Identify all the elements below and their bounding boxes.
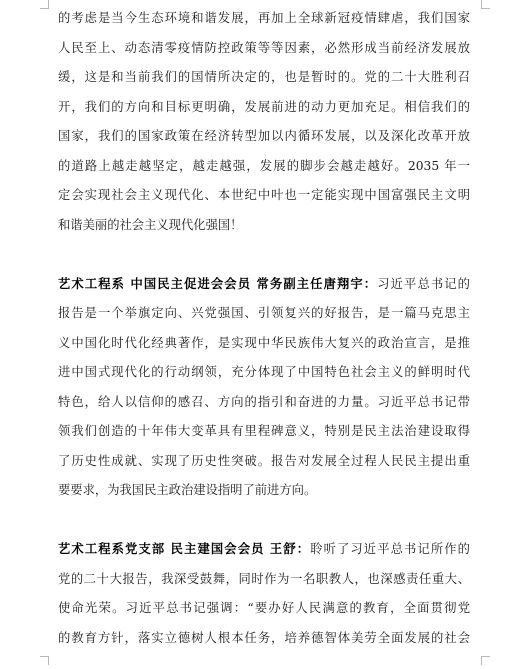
- crop-mark-top-left: [40, 0, 49, 9]
- paragraph-line: 使命光荣。习近平总书记强调：“要办好人民满意的教育，全面贯彻党: [58, 601, 470, 615]
- paragraph-line: 的教育方针，落实立德树人根本任务，培养德智体美劳全面发展的社会: [58, 630, 470, 645]
- paragraph-line: 的道路上越走越坚定，越走越强，发展的脚步会越走越好。2035 年一: [58, 158, 470, 173]
- paragraph-text: 聆听了习近平总书记所作的: [310, 542, 470, 556]
- paragraph-line: 领我们创造的十年伟大变革具有里程碑意义，特别是民主法治建设取得: [58, 424, 470, 438]
- paragraph-line: 了历史性成就、实现了历史性突破。报告对发展全过程人民民主提出重: [58, 453, 470, 468]
- paragraph-text: 习近平总书记的: [377, 276, 470, 291]
- paragraph-line: 定会实现社会主义现代化、本世纪中叶也一定能实现中国富强民主文明: [58, 188, 470, 202]
- crop-mark-bottom-left: [40, 656, 49, 665]
- paragraph-line: 义中国化时代化经典著作，是实现中华民族伟大复兴的政治宣言，是推: [58, 335, 470, 350]
- paragraph-line: 党的二十大报告，我深受鼓舞，同时作为一名职教人，也深感责任重大、: [58, 571, 470, 586]
- paragraph-line: 缓，这是和当前我们的国情所决定的，也是暂时的。党的二十大胜利召: [58, 70, 470, 84]
- paragraph-line: 进中国式现代化的行动纲领，充分体现了中国特色社会主义的鲜明时代: [58, 365, 470, 379]
- paragraph-spacer: [58, 506, 470, 536]
- paragraph-line: 和谐美丽的社会主义现代化强国！: [58, 217, 243, 232]
- paragraph-1: [58, 4, 470, 240]
- paragraph-spacer: [58, 240, 470, 270]
- paragraph-line: 要要求，为我国民主政治建设指明了前进方向。: [58, 483, 317, 497]
- document-body: [58, 4, 470, 653]
- speaker-name: 艺术工程系 中国民主促进会会员 常务副主任唐翔宇：: [58, 276, 378, 291]
- crop-mark-top-right: [481, 0, 490, 9]
- paragraph-line: 的考虑是当今生态环境和谐发展，再加上全球新冠疫情肆虐，我们国家: [58, 11, 470, 25]
- speaker-name: 艺术工程系党支部 民主建国会会员 王舒：: [58, 542, 311, 556]
- crop-mark-bottom-right: [481, 656, 490, 665]
- paragraph-3: [58, 535, 470, 653]
- paragraph-line: 特色，给人以信仰的感召、方向的指引和奋进的力量。习近平总书记带: [58, 394, 470, 409]
- paragraph-line: 人民至上、动态清零疫情防控政策等等因素，必然形成当前经济发展放: [58, 40, 470, 55]
- paragraph-first-line: [58, 535, 470, 565]
- paragraph-2: [58, 270, 470, 506]
- paragraph-line: 国家，我们的国家政策在经济转型加以内循环发展，以及深化改革开放: [58, 129, 470, 143]
- paragraph-line: 报告是一个举旗定向、兴党强国、引领复兴的好报告，是一篇马克思主: [58, 306, 470, 320]
- paragraph-first-line: [58, 270, 470, 300]
- paragraph-line: 开，我们的方向和目标更明确，发展前进的动力更加充足。相信我们的: [58, 99, 470, 114]
